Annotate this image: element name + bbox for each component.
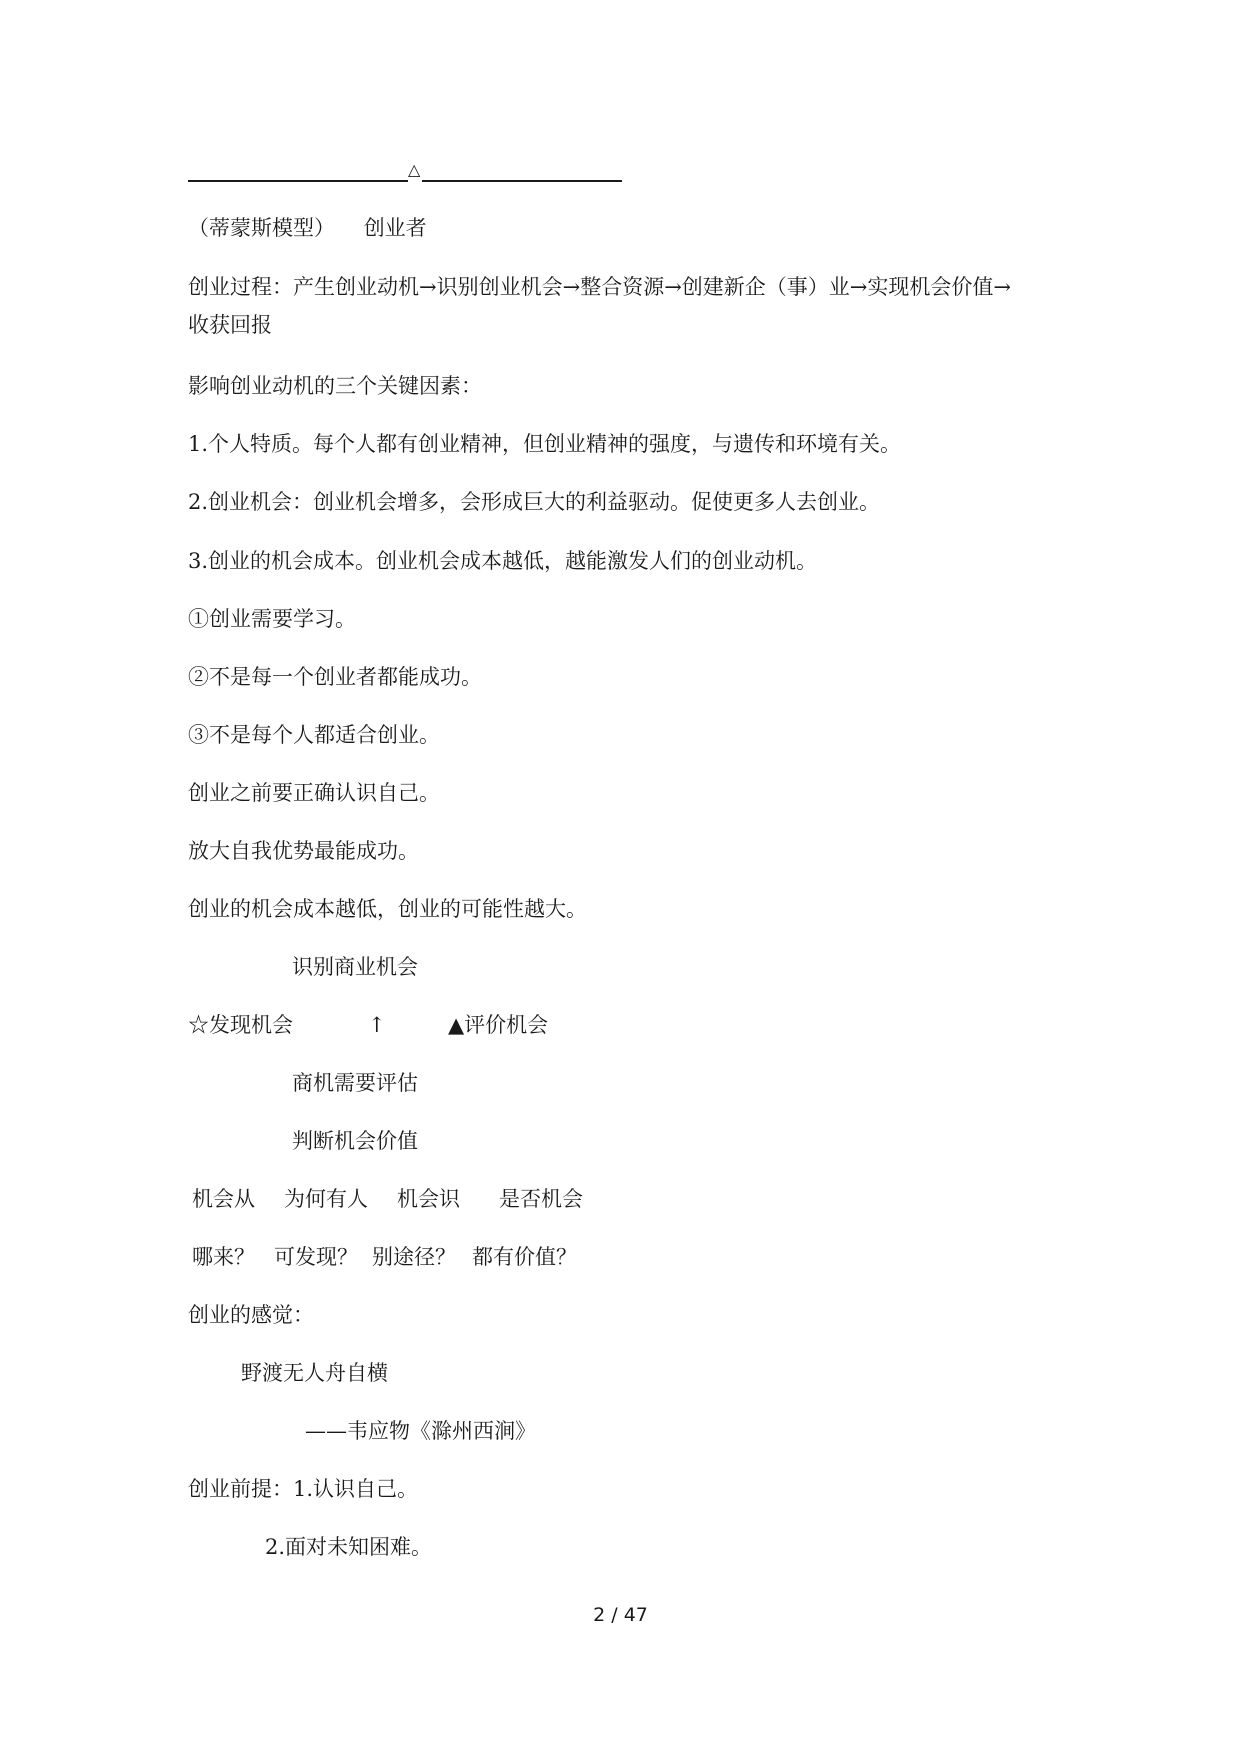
note-1: 创业之前要正确认识自己。 (188, 781, 440, 805)
factor-3: 3.创业的机会成本。创业机会成本越低，越能激发人们的创业动机。 (188, 549, 818, 573)
poem-verse: 野渡无人舟自横 (241, 1361, 388, 1385)
premise-line-2: 2.面对未知困难。 (265, 1535, 433, 1559)
header-rule-left (188, 180, 408, 182)
diagram-below-1: 商机需要评估 (292, 1071, 418, 1095)
model-line (188, 214, 427, 242)
note-3: 创业的机会成本越低，创业的可能性越大。 (188, 897, 587, 921)
question-cell: 哪来？ (192, 1245, 255, 1269)
poem-title: 创业的感觉： (188, 1303, 314, 1327)
point-3: ③不是每个人都适合创业。 (188, 723, 440, 747)
question-cell: 为何有人 (284, 1187, 368, 1211)
question-cell: 都有价值？ (472, 1245, 577, 1269)
question-cell: 别途径？ (372, 1245, 456, 1269)
diagram-left: ☆发现机会 (188, 1013, 293, 1037)
question-cell: 机会从 (192, 1187, 255, 1211)
question-cell: 机会识 (397, 1187, 460, 1211)
note-2: 放大自我优势最能成功。 (188, 839, 419, 863)
process-line-1: 创业过程：产生创业动机→识别创业机会→整合资源→创建新企（事）业→实现机会价值→ (188, 275, 1011, 299)
point-1: ①创业需要学习。 (188, 607, 356, 631)
process-line-2: 收获回报 (188, 313, 272, 337)
model-label: （蒂蒙斯模型） (188, 216, 335, 240)
diagram-below-2: 判断机会价值 (292, 1129, 418, 1153)
model-subject: 创业者 (363, 216, 427, 240)
factor-2: 2.创业机会：创业机会增多，会形成巨大的利益驱动。促使更多人去创业。 (188, 490, 881, 514)
page-number: 2 / 47 (593, 1604, 648, 1626)
question-cell: 可发现？ (274, 1245, 358, 1269)
premise-line-1: 创业前提：1.认识自己。 (188, 1477, 419, 1501)
diagram-top: 识别商业机会 (292, 955, 418, 979)
diagram-row (188, 1011, 608, 1039)
question-row-2 (192, 1243, 612, 1271)
question-row-1 (192, 1185, 612, 1213)
diagram-arrow: ↑ (368, 1013, 386, 1037)
point-2: ②不是每一个创业者都能成功。 (188, 665, 482, 689)
factors-title: 影响创业动机的三个关键因素： (188, 374, 482, 398)
diagram-right: ▲评价机会 (448, 1013, 549, 1037)
triangle-mark: △ (408, 160, 421, 179)
question-cell: 是否机会 (499, 1187, 583, 1211)
poem-attribution: ——韦应物《滁州西涧》 (305, 1419, 536, 1443)
header-rule-right (422, 180, 622, 182)
factor-1: 1.个人特质。每个人都有创业精神，但创业精神的强度，与遗传和环境有关。 (188, 432, 902, 456)
